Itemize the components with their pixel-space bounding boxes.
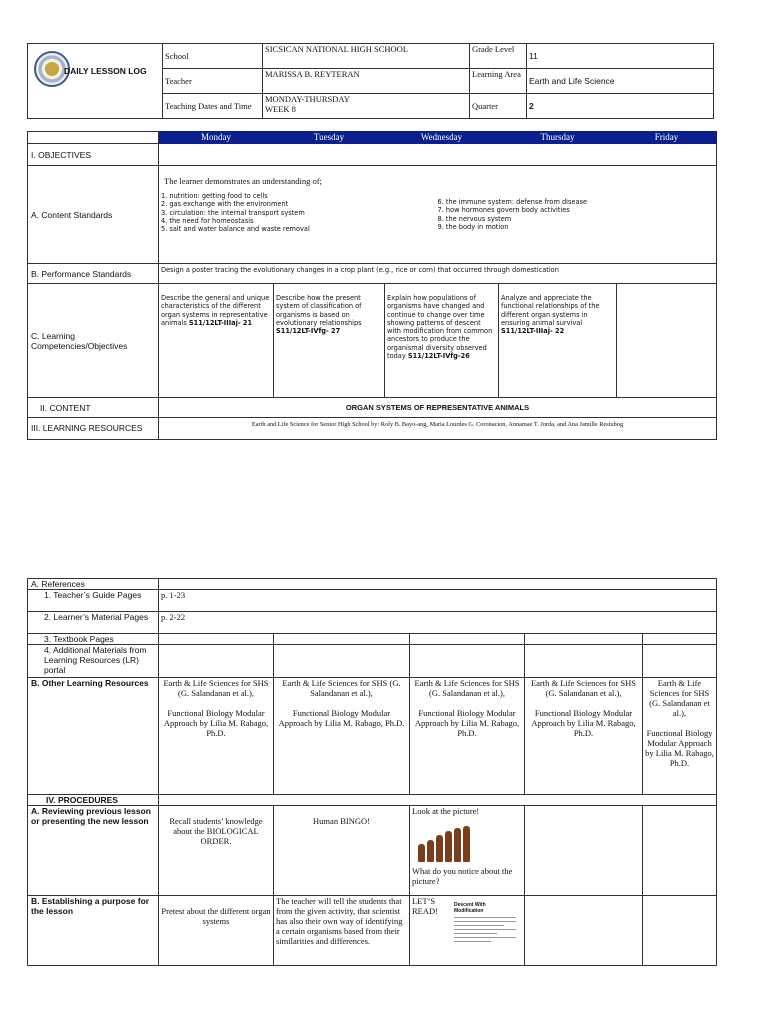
area-value: Earth and Life Science — [527, 69, 714, 94]
competency-tuesday — [274, 284, 385, 398]
quarter-value: 2 — [527, 94, 714, 119]
content-standard-item: 1. nutrition: getting food to cells — [161, 192, 268, 200]
logo-cell — [28, 44, 163, 119]
area-label: Learning Area — [470, 69, 527, 94]
other-resources-tue — [274, 678, 410, 795]
competency-thursday-text: Analyze and appreciate the functional relationships of the different organ systems in ensuring animal survival — [501, 294, 600, 327]
additional-tue — [274, 645, 410, 678]
competency-tuesday-text: Describe how the present system of classification of organisms is based on evolutionary relationships — [276, 294, 362, 327]
other-resources-thu — [525, 678, 643, 795]
content-standard-item: 8. the nervous system — [437, 214, 512, 223]
day-thursday: Thursday — [499, 132, 617, 144]
teachers-guide-value: p. 1-23 — [159, 590, 717, 612]
references-label: A. References — [28, 579, 159, 590]
additional-wed — [410, 645, 525, 678]
objectives-blank — [159, 144, 717, 166]
content-standard-item: 3. circulation: the internal transport system — [161, 208, 305, 217]
textbook-tue — [274, 634, 410, 645]
textbook-mon — [159, 634, 274, 645]
procedures-heading: IV. PROCEDURES — [28, 795, 159, 806]
dates-value — [263, 94, 470, 119]
procedures-table — [27, 578, 717, 966]
reading-thumbnail — [454, 902, 516, 942]
content-value: ORGAN SYSTEMS OF REPRESENTATIVE ANIMALS — [159, 398, 717, 418]
dates-line-1: MONDAY-THURSDAY — [265, 94, 350, 104]
day-tuesday: Tuesday — [274, 132, 385, 144]
competency-tuesday-code: S11/12LT-IVfg- 27 — [276, 327, 341, 336]
other-resources-wed — [410, 678, 525, 795]
evolution-picture — [418, 822, 522, 862]
other-resources-label: B. Other Learning Resources — [28, 678, 159, 795]
content-standard-item: 2. gas exchange with the environment — [161, 200, 289, 209]
competency-wednesday-text: Explain how populations of organisms have changed and continue to change over time showing patterns of descent with modification from common ancestors to produce the organismal diversity observed today — [387, 294, 493, 361]
content-standard-item: 6. the immune system: defense from disease — [437, 198, 588, 206]
reviewing-monday: Recall students’ knowledge about the BIOLOGICAL ORDER. — [159, 806, 274, 896]
dates-line-2: WEEK 8 — [265, 104, 296, 114]
additional-mon — [159, 645, 274, 678]
competency-thursday-code: S11/12LT-IIIaj- 22 — [501, 327, 565, 336]
content-standards-label: A. Content Standards — [28, 166, 159, 264]
reviewing-thursday — [525, 806, 643, 896]
purpose-monday: Pretest about the different organ systems — [159, 896, 274, 966]
other-resource-1: Earth & Life Sciences for SHS (G. Salandanan et al.), — [163, 678, 269, 698]
resources-value: Earth and Life Science for Senior High School by: Roly B. Bayo-ang, Maria Lourdes G. Coronacion, Annamae T. Jorda, and Ana Jamille Restubog — [159, 418, 717, 440]
objectives-heading: I. OBJECTIVES — [28, 144, 159, 166]
grade-value: 11 — [527, 44, 714, 69]
content-intro: The learner demonstrates an understanding of; — [164, 176, 322, 186]
content-list-right — [438, 192, 715, 233]
content-list-left — [161, 192, 438, 233]
teachers-guide-label: 1. Teacher’s Guide Pages — [28, 590, 159, 612]
reviewing-tuesday: Human BINGO! — [274, 806, 410, 896]
reviewing-wed-prompt: Look at the picture! — [412, 806, 480, 816]
other-resource-2: Functional Biology Modular Approach by Lilia M. Rabago, Ph.D. — [414, 708, 520, 738]
competency-monday-code: S11/12LT-IIIaj- 21 — [188, 318, 253, 327]
performance-standards-value: Design a poster tracing the evolutionary changes in a crop plant (e.g., rice or corn) that occurred through domestication — [159, 264, 717, 284]
competency-wednesday-code: S11/12LT-IVfg-26 — [407, 352, 470, 361]
textbook-fri — [643, 634, 717, 645]
purpose-tuesday: The teacher will tell the students that from the given activity, that scientist has also their own way of identifying a certain organisms based from their similarities and differences. — [274, 896, 410, 966]
content-standard-item: 4. the need for homeostasis — [161, 216, 254, 225]
textbook-thu — [525, 634, 643, 645]
competencies-label: C. Learning Competencies/Objectives — [28, 284, 159, 398]
procedures-blank — [159, 795, 717, 806]
reviewing-label: A. Reviewing previous lesson or presenting the new lesson — [28, 806, 159, 896]
purpose-wednesday — [410, 896, 525, 966]
competency-thursday — [499, 284, 617, 398]
objectives-table — [27, 131, 717, 440]
other-resource-2: Functional Biology Modular Approach by Lilia M. Rabago, Ph.D. — [531, 708, 636, 738]
learners-material-label: 2. Learner’s Material Pages — [28, 612, 159, 634]
competency-monday-text: Describe the general and unique characteristics of the different organ systems in representative animals — [161, 294, 270, 327]
day-wednesday: Wednesday — [385, 132, 499, 144]
content-standard-item: 7. how hormones govern body activities — [437, 206, 570, 215]
textbook-label: 3. Textbook Pages — [28, 634, 159, 645]
school-label: School — [163, 44, 263, 69]
other-resource-1: Earth & Life Sciences for SHS (G. Salandanan et al.), — [282, 678, 401, 698]
textbook-wed — [410, 634, 525, 645]
day-friday: Friday — [617, 132, 717, 144]
school-value: SICSICAN NATIONAL HIGH SCHOOL — [263, 44, 470, 69]
additional-materials-label: 4. Additional Materials from Learning Resources (LR) portal — [28, 645, 159, 678]
other-resource-1: Earth & Life Sciences for SHS (G. Salandanan et al.), — [649, 678, 710, 718]
dates-label: Teaching Dates and Time — [163, 94, 263, 119]
other-resource-1: Earth & Life Sciences for SHS (G. Salandanan et al.), — [414, 678, 520, 698]
teacher-label: Teacher — [163, 69, 263, 94]
content-heading: II. CONTENT — [28, 398, 159, 418]
content-standard-item: 5. salt and water balance and waste removal — [161, 225, 310, 234]
purpose-friday — [643, 896, 717, 966]
header-table — [27, 43, 714, 119]
purpose-label: B. Establishing a purpose for the lesson — [28, 896, 159, 966]
competency-wednesday — [385, 284, 499, 398]
reviewing-wed-question: What do you notice about the picture? — [412, 866, 513, 886]
reviewing-wednesday — [410, 806, 525, 896]
reading-thumbnail-title: Descent With Modification — [454, 902, 486, 914]
quarter-label: Quarter — [470, 94, 527, 119]
competency-monday — [159, 284, 274, 398]
learners-material-value: p. 2-22 — [159, 612, 717, 634]
corner-cell — [28, 132, 159, 144]
purpose-thursday — [525, 896, 643, 966]
day-monday: Monday — [159, 132, 274, 144]
other-resource-1: Earth & Life Sciences for SHS (G. Salandanan et al.), — [530, 678, 637, 698]
performance-standards-label: B. Performance Standards — [28, 264, 159, 284]
other-resource-2: Functional Biology Modular Approach by Lilia M. Rabago, Ph.D. — [163, 708, 269, 738]
competency-friday — [617, 284, 717, 398]
document-title: DAILY LESSON LOG — [64, 66, 147, 76]
other-resources-fri — [643, 678, 717, 795]
grade-label: Grade Level — [470, 44, 527, 69]
teacher-value: MARISSA B. REYTERAN — [263, 69, 470, 94]
purpose-wed-text: LET’S READ! — [412, 896, 438, 916]
other-resource-2: Functional Biology Modular Approach by Lilia M. Rabago, Ph.D. — [278, 708, 405, 728]
content-standards-value — [159, 166, 717, 264]
references-blank — [159, 579, 717, 590]
other-resource-2: Functional Biology Modular Approach by Lilia M. Rabago, Ph.D. — [645, 728, 714, 768]
reviewing-friday — [643, 806, 717, 896]
content-standard-item: 9. the body in motion — [437, 222, 509, 231]
additional-thu — [525, 645, 643, 678]
other-resources-mon — [159, 678, 274, 795]
additional-fri — [643, 645, 717, 678]
resources-heading: III. LEARNING RESOURCES — [28, 418, 159, 440]
